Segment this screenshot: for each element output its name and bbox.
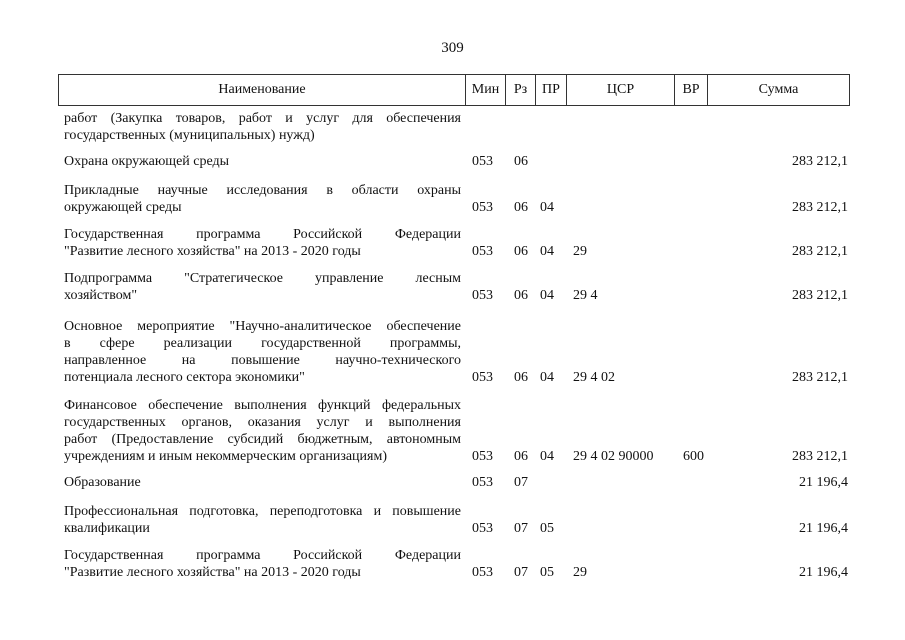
cell-sum: 283 212,1 xyxy=(792,370,848,385)
cell-sum: 283 212,1 xyxy=(792,244,848,259)
header-vr: ВР xyxy=(674,75,707,105)
cell-min: 053 xyxy=(472,449,493,464)
row-name-line: Охрана окружающей среды xyxy=(64,154,230,169)
row-name-line: государственных органов, оказания услуг и выполнения xyxy=(64,415,461,430)
cell-min: 053 xyxy=(472,521,493,536)
cell-pr: 04 xyxy=(540,449,554,464)
cell-min: 053 xyxy=(472,244,493,259)
header-sum: Сумма xyxy=(707,75,849,105)
row-name-line: Прикладные научные исследования в области охраны xyxy=(64,183,461,198)
row-name-line: направленное на повышение научно-технического xyxy=(64,353,461,368)
row-name-line: "Развитие лесного хозяйства" на 2013 - 2020 годы xyxy=(64,565,361,580)
cell-rz: 06 xyxy=(514,449,528,464)
row-name-line: государственных (муниципальных) нужд) xyxy=(64,128,315,143)
cell-csr: 29 4 xyxy=(573,288,598,303)
row-name-line: Подпрограмма "Стратегическое управление лесным xyxy=(64,271,461,286)
cell-sum: 21 196,4 xyxy=(799,565,848,580)
cell-sum: 21 196,4 xyxy=(799,475,848,490)
cell-min: 053 xyxy=(472,288,493,303)
cell-min: 053 xyxy=(472,370,493,385)
row-name-line: хозяйством" xyxy=(64,288,138,303)
row-name-line: Основное мероприятие "Научно-аналитическое обеспечение xyxy=(64,319,461,334)
cell-min: 053 xyxy=(472,154,493,169)
row-name-line: в сфере реализации государственной программы, xyxy=(64,336,461,351)
cell-rz: 06 xyxy=(514,288,528,303)
cell-min: 053 xyxy=(472,565,493,580)
cell-rz: 06 xyxy=(514,370,528,385)
row-name-line: работ (Предоставление субсидий бюджетным, автономным xyxy=(64,432,461,447)
cell-pr: 05 xyxy=(540,521,554,536)
cell-sum: 283 212,1 xyxy=(792,154,848,169)
page-number: 309 xyxy=(441,40,464,56)
cell-csr: 29 4 02 90000 xyxy=(573,449,654,464)
cell-min: 053 xyxy=(472,200,493,215)
row-name-line: квалификации xyxy=(64,521,150,536)
row-name-line: потенциала лесного сектора экономики" xyxy=(64,370,305,385)
cell-pr: 04 xyxy=(540,200,554,215)
row-name-line: Финансовое обеспечение выполнения функций федеральных xyxy=(64,398,461,413)
row-name-line: Государственная программа Российской Федерации xyxy=(64,227,461,242)
header-name: Наименование xyxy=(218,82,306,97)
row-name-line: окружающей среды xyxy=(64,200,182,215)
cell-sum: 21 196,4 xyxy=(799,521,848,536)
row-name-line: "Развитие лесного хозяйства" на 2013 - 2020 годы xyxy=(64,244,361,259)
cell-csr: 29 xyxy=(573,244,587,259)
row-name-line: Профессиональная подготовка, переподготовка и повышение xyxy=(64,504,461,519)
cell-rz: 06 xyxy=(514,244,528,259)
header-csr: ЦСР xyxy=(566,75,674,105)
cell-sum: 283 212,1 xyxy=(792,288,848,303)
cell-rz: 07 xyxy=(514,475,528,490)
cell-pr: 04 xyxy=(540,288,554,303)
cell-sum: 283 212,1 xyxy=(792,200,848,215)
cell-pr: 04 xyxy=(540,244,554,259)
cell-sum: 283 212,1 xyxy=(792,449,848,464)
cell-vr: 600 xyxy=(683,449,704,464)
cell-pr: 05 xyxy=(540,565,554,580)
row-name-line: Государственная программа Российской Федерации xyxy=(64,548,461,563)
table-header xyxy=(58,74,850,106)
cell-csr: 29 xyxy=(573,565,587,580)
header-rz: Рз xyxy=(505,75,535,105)
cell-pr: 04 xyxy=(540,370,554,385)
cell-rz: 06 xyxy=(514,154,528,169)
cell-rz: 07 xyxy=(514,521,528,536)
row-name-line: работ (Закупка товаров, работ и услуг для обеспечения xyxy=(64,111,461,126)
cell-rz: 06 xyxy=(514,200,528,215)
cell-min: 053 xyxy=(472,475,493,490)
row-name-line: Образование xyxy=(64,475,141,490)
row-name-line: учреждениям и иным некоммерческим организациям) xyxy=(64,449,388,464)
cell-csr: 29 4 02 xyxy=(573,370,615,385)
cell-rz: 07 xyxy=(514,565,528,580)
header-pr: ПР xyxy=(535,75,566,105)
header-min: Мин xyxy=(465,75,505,105)
